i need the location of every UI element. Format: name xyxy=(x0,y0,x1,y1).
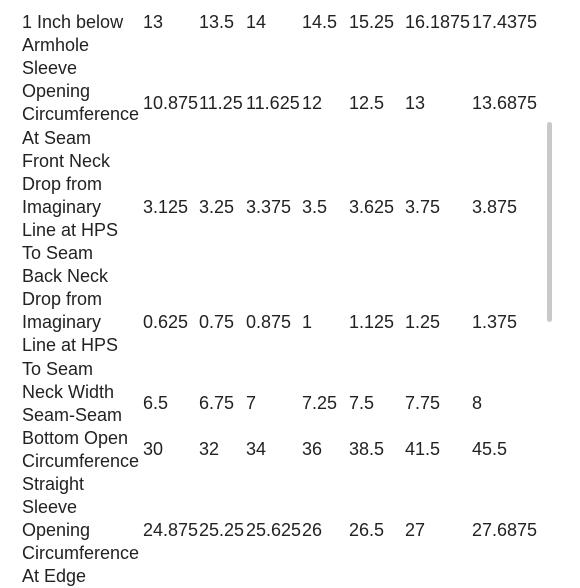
size-value-cell: 3.75 xyxy=(405,196,441,217)
size-value-cell: 12.5 xyxy=(349,92,385,113)
size-value-cell: 3.25 xyxy=(199,196,235,217)
row-label-line: Circumference xyxy=(22,543,140,564)
size-value-cell: 11.25 xyxy=(199,92,243,113)
size-value-cell: 25.625 xyxy=(246,520,302,541)
size-value-cell: 1.375 xyxy=(472,312,518,333)
size-value-cell: 6.5 xyxy=(143,393,169,414)
size-value-cell: 0.875 xyxy=(246,312,292,333)
row-label-line: Drop from xyxy=(22,173,103,194)
size-value-cell: 7.75 xyxy=(405,393,441,414)
vertical-scrollbar[interactable] xyxy=(547,122,552,322)
row-label-line: Drop from xyxy=(22,289,103,310)
size-value-cell: 16.1875 xyxy=(405,12,471,33)
size-value-cell: 7.5 xyxy=(349,393,375,414)
size-value-cell: 25.25 xyxy=(199,520,245,541)
row-label-line: Back Neck xyxy=(22,266,109,287)
row-label-line: Circumference xyxy=(22,104,140,125)
size-value-cell: 12 xyxy=(302,92,323,113)
size-value-cell: 1 xyxy=(302,312,313,333)
row-label-line: Sleeve xyxy=(22,58,78,79)
table-row xyxy=(22,0,562,57)
size-value-cell: 13 xyxy=(405,92,426,113)
row-label-line: Straight xyxy=(22,473,85,494)
row-label-line: Sleeve xyxy=(22,497,78,518)
size-value-cell: 1.25 xyxy=(405,312,441,333)
row-label xyxy=(22,427,143,473)
size-value-cell: 13.5 xyxy=(199,12,235,33)
size-value-cell: 8 xyxy=(472,393,483,414)
row-label xyxy=(22,57,143,149)
size-value-cell: 27 xyxy=(405,520,426,541)
size-value-cell: 32 xyxy=(199,439,220,460)
row-label-line: 1 Inch below xyxy=(22,12,124,33)
row-label-line: At Seam xyxy=(22,127,92,148)
row-label-line: Line at HPS xyxy=(22,219,119,240)
table-row xyxy=(22,381,562,427)
table-row xyxy=(22,57,562,149)
size-value-cell: 0.75 xyxy=(199,312,235,333)
size-value-cell: 3.875 xyxy=(472,196,518,217)
size-value-cell: 3.375 xyxy=(246,196,292,217)
size-value-cell: 27.6875 xyxy=(472,520,538,541)
size-value-cell: 38.5 xyxy=(349,439,385,460)
table-row xyxy=(22,473,562,588)
table-row xyxy=(22,265,562,380)
table-row xyxy=(22,427,562,473)
size-value-cell: 10.875 xyxy=(143,92,199,113)
table-row xyxy=(22,150,562,265)
size-value-cell: 14.5 xyxy=(302,12,338,33)
row-label-line: Bottom Open xyxy=(22,427,129,448)
row-label-line: Seam-Seam xyxy=(22,404,123,425)
size-value-cell: 3.125 xyxy=(143,196,189,217)
measurement-table-body xyxy=(22,0,562,588)
size-value-cell: 41.5 xyxy=(405,439,441,460)
size-value-cell: 6.75 xyxy=(199,393,235,414)
size-value-cell: 0.625 xyxy=(143,312,189,333)
size-value-cell: 26.5 xyxy=(349,520,385,541)
measurement-table xyxy=(22,0,562,588)
size-value-cell: 26 xyxy=(302,520,323,541)
row-label-line: Front Neck xyxy=(22,150,111,171)
row-label xyxy=(22,381,143,427)
size-value-cell: 1.125 xyxy=(349,312,395,333)
row-label-line: Line at HPS xyxy=(22,335,119,356)
row-label xyxy=(22,150,143,265)
row-label-line: Armhole xyxy=(22,35,90,56)
row-label-line: At Edge xyxy=(22,566,87,587)
row-label xyxy=(22,473,143,588)
size-value-cell: 17.4375 xyxy=(472,12,538,33)
row-label-line: To Seam xyxy=(22,358,94,379)
size-value-cell: 13 xyxy=(143,12,164,33)
row-label-line: Neck Width xyxy=(22,381,115,402)
size-value-cell: 7 xyxy=(246,393,257,414)
row-label-line xyxy=(22,0,143,11)
row-label xyxy=(22,0,143,57)
row-label-line: Circumference xyxy=(22,450,140,471)
row-label-line: Opening xyxy=(22,81,91,102)
size-value-cell: 34 xyxy=(246,439,267,460)
size-value-cell: 36 xyxy=(302,439,323,460)
row-label xyxy=(22,265,143,380)
size-value-cell: 13.6875 xyxy=(472,92,538,113)
row-label-line: Opening xyxy=(22,520,91,541)
size-value-cell: 3.5 xyxy=(302,196,328,217)
size-value-cell: 30 xyxy=(143,439,164,460)
size-value-cell: 24.875 xyxy=(143,520,199,541)
row-label-line: Imaginary xyxy=(22,196,102,217)
size-value-cell: 7.25 xyxy=(302,393,338,414)
row-label-line: Imaginary xyxy=(22,312,102,333)
size-value-cell: 15.25 xyxy=(349,12,395,33)
size-value-cell: 45.5 xyxy=(472,439,508,460)
row-label-line: To Seam xyxy=(22,243,94,264)
size-value-cell: 3.625 xyxy=(349,196,395,217)
size-value-cell: 14 xyxy=(246,12,267,33)
size-value-cell: 11.625 xyxy=(246,92,300,113)
